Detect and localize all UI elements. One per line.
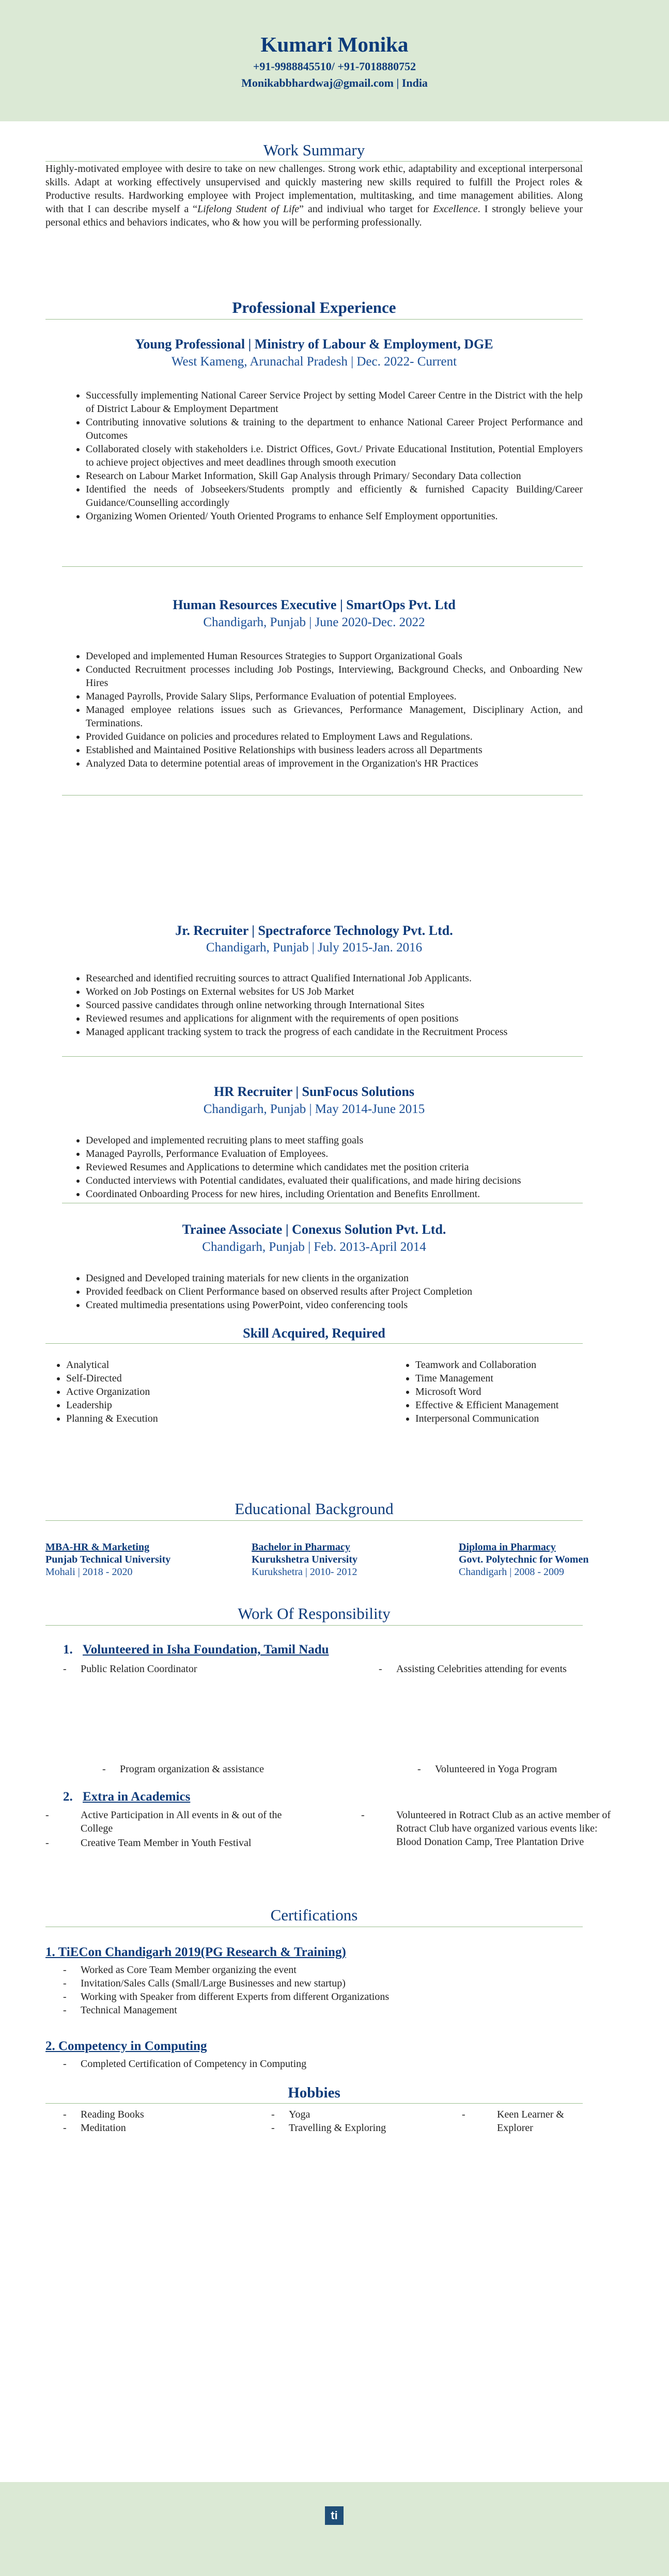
job-title: HR Recruiter | SunFocus Solutions: [213, 1084, 415, 1099]
list-item: • Successfully implementing National Career Service Project by setting Model Career Centre in the District with the help of District Labour & Employment Department: [86, 389, 583, 416]
hobbies-title: Hobbies: [288, 2085, 340, 2101]
divider: [45, 2103, 583, 2104]
header-band: [0, 0, 669, 121]
list-item: • Conducted interviews with Potential candidates, evaluated their qualifications, and made hiring decisions: [86, 1174, 583, 1187]
responsibility-item: - Public Relation Coordinator: [63, 1663, 197, 1675]
divider: [45, 319, 583, 320]
responsibility-item: - Program organization & assistance: [102, 1763, 265, 1775]
list-item: - Technical Management: [63, 2005, 177, 2016]
skills-title: Skill Acquired, Required: [243, 1326, 385, 1341]
list-item: • Provided Guidance on policies and procedures related to Employment Laws and Regulations.: [86, 730, 583, 743]
education-title: Educational Background: [235, 1500, 394, 1518]
list-item: • Collaborated closely with stakeholders i.e. District Offices, Govt./ Private Educational Institution, Potential Employers to achieve project objectives and meet deadlines through smooth execution: [86, 442, 583, 469]
list-item: • Managed Payrolls, Provide Salary Slips, Performance Evaluation of potential Employees.: [86, 690, 583, 703]
responsibility-item: - Volunteered in Rotract Club as an active member of Rotract Club have organized various events like: Blood Donation Camp, Tree Plantation Drive: [361, 1809, 611, 1848]
certification-heading: 1. TiECon Chandigarh 2019(PG Research & Training): [45, 1945, 346, 1959]
skill-item: • Microsoft Word: [415, 1385, 618, 1398]
list-item: - Working with Speaker from different Experts from different Organizations: [63, 1991, 390, 2002]
list-item: • Developed and implemented recruiting plans to meet staffing goals: [86, 1134, 583, 1147]
responsibility-item: - Assisting Celebrities attending for events: [379, 1663, 567, 1675]
divider: [45, 1520, 583, 1521]
list-item: • Managed applicant tracking system to track the progress of each candidate in the Recruitment Process: [86, 1025, 583, 1039]
list-item: • Conducted Recruitment processes including Job Postings, Interviewing, Background Checks, and Onboarding New Hires: [86, 663, 583, 690]
job-title: Jr. Recruiter | Spectraforce Technology Pvt. Ltd.: [175, 923, 453, 938]
certification-points: [63, 1963, 528, 2017]
job-title: Human Resources Executive | SmartOps Pvt. Ltd: [173, 597, 456, 612]
divider: [62, 1056, 583, 1057]
divider: [45, 1625, 583, 1626]
list-item: • Reviewed Resumes and Applications to determine which candidates met the position criteria: [86, 1160, 583, 1174]
skill-item: • Active Organization: [66, 1385, 310, 1398]
skill-item: • Teamwork and Collaboration: [415, 1358, 618, 1372]
hobbies-column: [271, 2108, 457, 2135]
divider: [62, 795, 583, 796]
skills-right-column: [391, 1358, 618, 1425]
job-bullets: [45, 972, 583, 1039]
hobby-item: - Keen Learner & Explorer: [462, 2109, 564, 2134]
skill-item: • Self-Directed: [66, 1372, 310, 1385]
skills-left-column: [41, 1358, 310, 1425]
list-item: • Research on Labour Market Information, Skill Gap Analysis through Primary/ Secondary Data collection: [86, 469, 583, 483]
divider: [45, 161, 583, 162]
job-title: Young Professional | Ministry of Labour & Employment, DGE: [135, 337, 493, 352]
skill-item: • Analytical: [66, 1358, 310, 1372]
list-item: • Created multimedia presentations using PowerPoint, video conferencing tools: [86, 1298, 583, 1312]
job-location: Chandigarh, Punjab | June 2020-Dec. 2022: [203, 615, 425, 629]
responsibility-item: - Creative Team Member in Youth Festival: [45, 1837, 252, 1849]
certification-heading: 2. Competency in Computing: [45, 2039, 207, 2053]
skill-item: • Time Management: [415, 1372, 618, 1385]
job-bullets: [45, 649, 583, 770]
list-item: - Completed Certification of Competency in Computing: [63, 2058, 307, 2070]
place-year: Chandigarh | 2008 - 2009: [459, 1566, 564, 1578]
job-location: Chandigarh, Punjab | Feb. 2013-April 2014: [202, 1240, 426, 1254]
list-number: 2.: [63, 1790, 73, 1804]
list-item: • Developed and implemented Human Resources Strategies to Support Organizational Goals: [86, 649, 583, 663]
job-location: Chandigarh, Punjab | July 2015-Jan. 2016: [206, 941, 423, 955]
place-year: Mohali | 2018 - 2020: [45, 1566, 133, 1578]
hobby-item: - Travelling & Exploring: [271, 2122, 386, 2134]
list-item: - Invitation/Sales Calls (Small/Large Businesses and new startup): [63, 1978, 346, 1989]
list-item: • Contributing innovative solutions & training to the department to enhance National Career Project Performance and Outcomes: [86, 416, 583, 442]
degree: Bachelor in Pharmacy: [252, 1541, 350, 1553]
degree: MBA-HR & Marketing: [45, 1541, 150, 1553]
skill-item: • Interpersonal Communication: [415, 1412, 618, 1425]
school: Punjab Technical University: [45, 1554, 171, 1565]
education-item: [459, 1541, 629, 1578]
list-item: • Organizing Women Oriented/ Youth Oriented Programs to enhance Self Employment opportunities.: [86, 510, 583, 523]
work-summary-text: Highly-motivated employee with desire to take on new challenges. Strong work ethic, adaptability and exceptional interpersonal skills. Adapt at working effectively unsupervised and quickly mastering new skills required to fulfill the Project roles & Productive results. Hardworking employee with Project implementation, multitasking, and time management abilities. Along with that I can describe myself a “Lifelong Student of Life” and indiviual who target for Excellence. I strongly believe your personal ethics and behaviors indicates, who & how you will be performing professionally.: [45, 163, 583, 228]
responsibility-heading: Volunteered in Isha Foundation, Tamil Nadu: [83, 1643, 329, 1657]
list-number: 1.: [63, 1643, 73, 1657]
hobbies-column: [462, 2108, 600, 2135]
certifications-title: Certifications: [270, 1906, 358, 1924]
degree: Diploma in Pharmacy: [459, 1541, 556, 1553]
job-title: Trainee Associate | Conexus Solution Pvt. Ltd.: [182, 1222, 446, 1237]
list-item: • Established and Maintained Positive Relationships with business leaders across all Departments: [86, 743, 583, 757]
list-item: - Worked as Core Team Member organizing the event: [63, 1964, 297, 1976]
list-item: • Identified the needs of Jobseekers/Students promptly and efficiently & furnished Capacity Building/Career Guidance/Counselling accordingly: [86, 483, 583, 510]
school: Govt. Polytechnic for Women: [459, 1554, 589, 1565]
brand-logo-icon: ti: [325, 2506, 344, 2525]
responsibility-heading: Extra in Academics: [83, 1790, 191, 1804]
footer-band: [0, 2482, 669, 2576]
list-item: • Managed Payrolls, Performance Evaluation of Employees.: [86, 1147, 583, 1160]
list-item: • Managed employee relations issues such as Grievances, Performance Management, Disciplinary Action, and Terminations.: [86, 703, 583, 730]
list-item: • Designed and Developed training materials for new clients in the organization: [86, 1271, 583, 1285]
work-summary-title: Work Summary: [263, 141, 365, 159]
hobby-item: - Reading Books: [63, 2109, 144, 2120]
skill-item: • Effective & Efficient Management: [415, 1398, 618, 1412]
list-item: • Worked on Job Postings on External websites for US Job Market: [86, 985, 583, 998]
list-item: • Analyzed Data to determine potential areas of improvement in the Organization's HR Practices: [86, 757, 583, 770]
education-item: [45, 1541, 216, 1578]
list-item: • Coordinated Onboarding Process for new hires, including Orientation and Benefits Enrollment.: [86, 1187, 583, 1201]
responsibility-item: - Volunteered in Yoga Program: [417, 1763, 557, 1775]
school: Kurukshetra University: [252, 1554, 357, 1565]
responsibility-title: Work Of Responsibility: [238, 1604, 391, 1623]
job-bullets: [45, 1134, 583, 1201]
divider: [45, 1343, 583, 1344]
list-item: • Sourced passive candidates through online networking through International Sites: [86, 998, 583, 1012]
phone-numbers: +91-9988845510/ +91-7018880752: [253, 60, 416, 73]
job-location: West Kameng, Arunachal Pradesh | Dec. 2022- Current: [171, 355, 457, 369]
skill-item: • Planning & Execution: [66, 1412, 310, 1425]
job-bullets: [45, 389, 583, 523]
skill-item: • Leadership: [66, 1398, 310, 1412]
candidate-name: Kumari Monika: [260, 33, 409, 56]
list-item: • Researched and identified recruiting sources to attract Qualified International Job Applicants.: [86, 972, 583, 985]
hobby-item: - Yoga: [271, 2109, 310, 2120]
experience-title: Professional Experience: [232, 298, 396, 316]
place-year: Kurukshetra | 2010- 2012: [252, 1566, 357, 1578]
responsibility-item: - Active Participation in All events in & out of the College: [45, 1809, 282, 1834]
divider: [62, 566, 583, 567]
job-bullets: [45, 1271, 583, 1312]
email-country: Monikabbhardwaj@gmail.com | India: [241, 76, 428, 89]
job-location: Chandigarh, Punjab | May 2014-June 2015: [203, 1102, 425, 1116]
list-item: • Reviewed resumes and applications for alignment with the requirements of open positions: [86, 1012, 583, 1025]
hobbies-column: [63, 2108, 249, 2135]
hobby-item: - Meditation: [63, 2122, 126, 2134]
list-item: • Provided feedback on Client Performance based on observed results after Project Completion: [86, 1285, 583, 1298]
education-item: [252, 1541, 422, 1578]
certification-points: [63, 2057, 528, 2071]
